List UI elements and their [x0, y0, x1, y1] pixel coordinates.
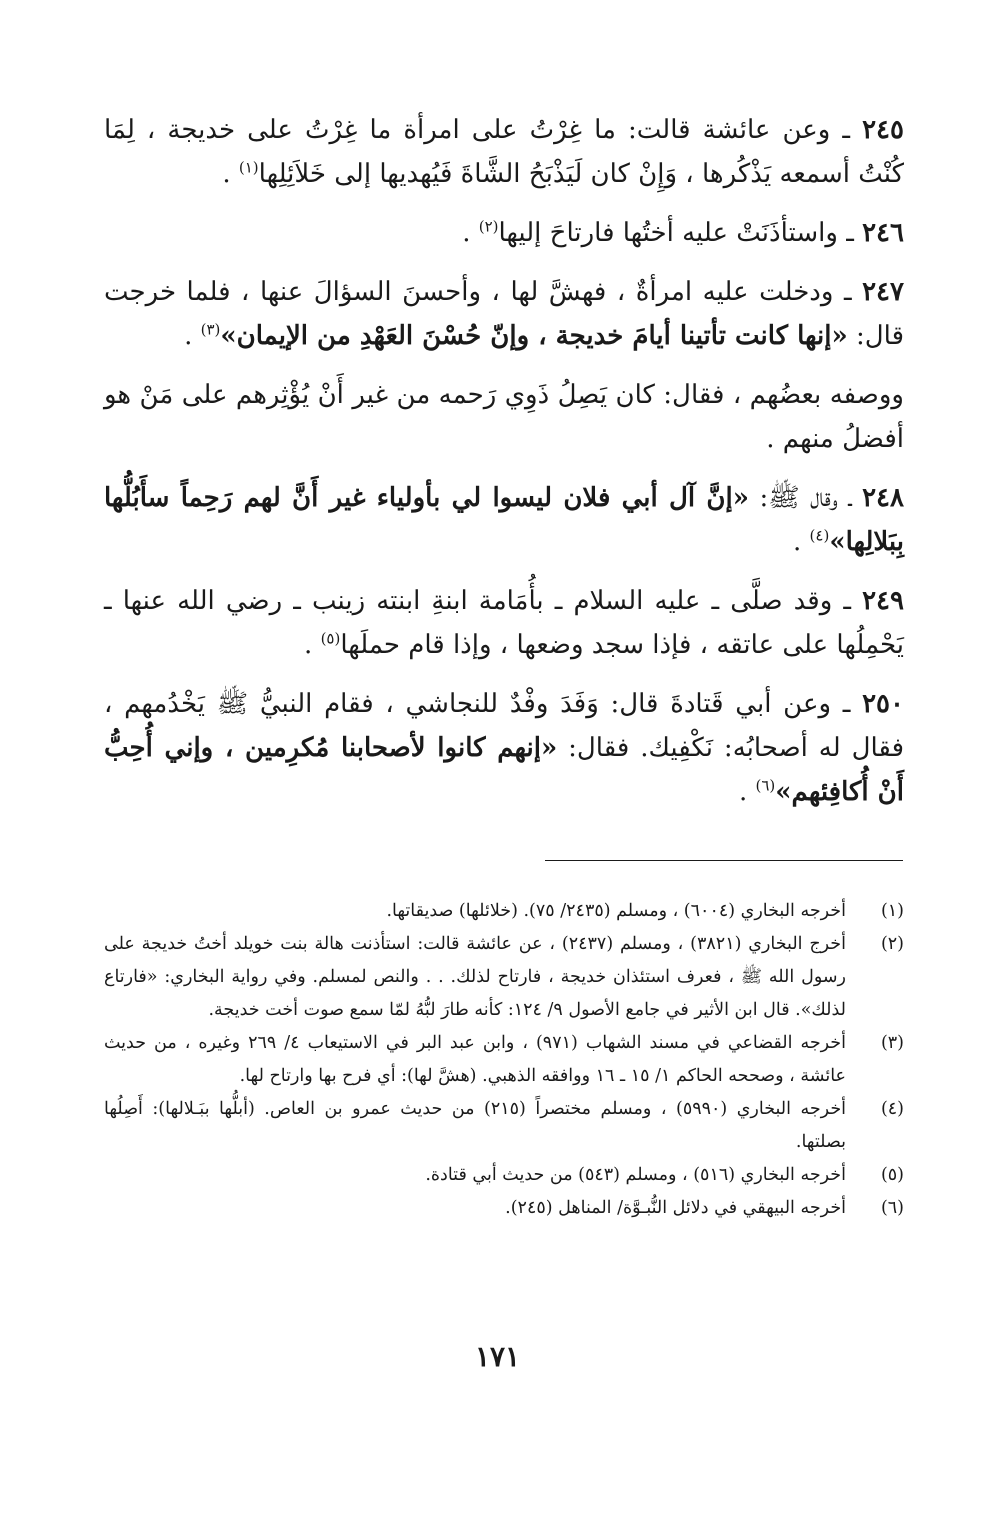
paragraph-end: .: [793, 527, 810, 557]
footnote-3: [104, 1027, 904, 1093]
footnote-5: [104, 1159, 904, 1192]
paragraph-number: ٢٤٦: [862, 218, 904, 248]
paragraph-end: .: [462, 218, 479, 248]
paragraph-248: [104, 476, 904, 564]
paragraph-text: ـ وعن أبي قَتادةَ قال: وَفَدَ وفْدٌ للنجاشي ، فقام النبيُّ ﷺ يَخْدُمهم ، فقال له أصحابُه: نَكْفِيك. فقال:: [104, 689, 904, 763]
paragraph-end: .: [738, 777, 756, 807]
hadith-quote: «إنها كانت تأتينا أيامَ خديجة ، وإنّ حُسْنَ العَهْدِ من الإيمان»: [220, 321, 848, 351]
paragraph-250: [104, 682, 904, 814]
paragraph-text: ـ وقد صلَّى ـ عليه السلام ـ بأُمَامة ابنةِ ابنته زينب ـ رضي الله عنها ـ يَحْمِلُها على عاتقه ، فإذا سجد وضعها ، وإذا قام حملَها: [104, 586, 904, 660]
paragraph-end: .: [184, 321, 201, 351]
footnote-ref[interactable]: (٦): [755, 776, 776, 795]
footnote-text: أخرجه القضاعي في مسند الشهاب (٩٧١) ، وابن عبد البر في الاستيعاب ٤/ ٢٦٩ وغيره ، من حديث عائشة ، وصححه الحاكم ١/ ١٥ ـ ١٦ ووافقه الذهبي. (هشَّ لها): أي فرح بها وارتاح لها.: [104, 1033, 846, 1086]
footnote-number: (٥): [880, 1165, 904, 1185]
paragraph-number: ٢٤٥: [862, 115, 904, 145]
page-number: ١٧١: [474, 1340, 521, 1373]
footnote-text: أخرج البخاري (٣٨٢١) ، ومسلم (٢٤٣٧) ، عن عائشة قالت: استأذنت هالة بنت خويلد أختُ خديجة على رسول الله ﷺ ، فعرف استئذان خديجة ، فارتاح لذلك. . . والنص لمسلم. وفي رواية البخاري: «فارتاع لذلك». قال ابن الأثير في جامع الأصول ٩/ ١٢٤: كأنه طارَ لبُّهُ لمّا سمع صوت أخت خديجة.: [104, 934, 846, 1020]
footnote-number: (١): [880, 901, 904, 921]
paragraph-description: [104, 373, 904, 461]
footnotes: [104, 895, 904, 1225]
paragraph-end: .: [222, 159, 239, 189]
footnote-2: [104, 928, 904, 1027]
footnote-ref[interactable]: (٢): [478, 217, 499, 236]
footnote-number: (٦): [880, 1198, 904, 1218]
paragraph-number: ٢٤٨: [862, 483, 904, 513]
footnote-text: أخرجه البخاري (٥٩٩٠) ، ومسلم مختصراً (٢١٥) من حديث عمرو بن العاص. (أبلُّها ببَـلالها): أَصِلُها بصلتها.: [104, 1099, 847, 1152]
footnote-4: [104, 1093, 904, 1159]
footnote-ref[interactable]: (٤): [809, 526, 830, 545]
footnote-number: (٣): [880, 1033, 904, 1053]
paragraph-end: .: [304, 630, 321, 660]
paragraph-text: ـ وعن عائشة قالت: ما غِرْتُ على امرأة ما غِرْتُ على خديجة ، لِمَا كُنْتُ أسمعه يَذْكُرها ، وَإِنْ كان لَيَذْبَحُ الشَّاةَ فَيُهديها إلى خَلاَئِلِها: [104, 115, 904, 189]
footnote-ref[interactable]: (٣): [200, 320, 221, 339]
paragraph-number: ٢٤٧: [862, 277, 904, 307]
paragraph-text: ـ وقال ﷺ:: [748, 483, 863, 513]
paragraph-text: ـ ودخلت عليه امرأةٌ ، فهشَّ لها ، وأحسنَ السؤالَ عنها ، فلما خرجت قال:: [104, 277, 904, 351]
paragraph-246: [104, 211, 904, 255]
paragraph-249: [104, 579, 904, 667]
hadith-quote: «إنهم كانوا لأصحابنا مُكرِمين ، وإني أُحِبُّ أَنْ أُكافِئهم»: [104, 733, 904, 807]
paragraph-text: ـ واستأذَنَتْ عليه أختُها فارتاحَ إليها: [498, 218, 863, 248]
paragraph-text: ووصفه بعضُهم ، فقال: كان يَصِلُ ذَوِي رَحمه من غير أَنْ يُؤْثِرهم على مَنْ هو أفضلُ منهم .: [104, 380, 904, 454]
footnote-separator: [545, 860, 903, 861]
footnote-text: أخرجه البخاري (٥١٦) ، ومسلم (٥٤٣) من حديث أبي قتادة.: [425, 1165, 846, 1185]
paragraph-number: ٢٥٠: [862, 689, 904, 719]
footnote-1: [104, 895, 904, 928]
paragraph-number: ٢٤٩: [862, 586, 904, 616]
paragraph-247: [104, 270, 904, 358]
footnote-ref[interactable]: (٥): [320, 629, 341, 648]
footnote-ref[interactable]: (١): [238, 158, 259, 177]
footnote-text: أخرجه البيهقي في دلائل النُّبـوَّة/ المناهل (٢٤٥).: [505, 1198, 846, 1218]
footnote-number: (٢): [880, 934, 904, 954]
main-text: [104, 108, 904, 829]
hadith-quote: «إنَّ آل أبي فلان ليسوا لي بأولياء غير أَنَّ لهم رَحِماً سأَبُلُّها بِبَلالِها»: [104, 483, 904, 557]
footnote-number: (٤): [880, 1099, 904, 1119]
footnote-6: [104, 1192, 904, 1225]
paragraph-245: [104, 108, 904, 196]
footnote-text: أخرجه البخاري (٦٠٠٤) ، ومسلم (٢٤٣٥/ ٧٥). (خلائلها) صديقاتها.: [386, 901, 846, 921]
